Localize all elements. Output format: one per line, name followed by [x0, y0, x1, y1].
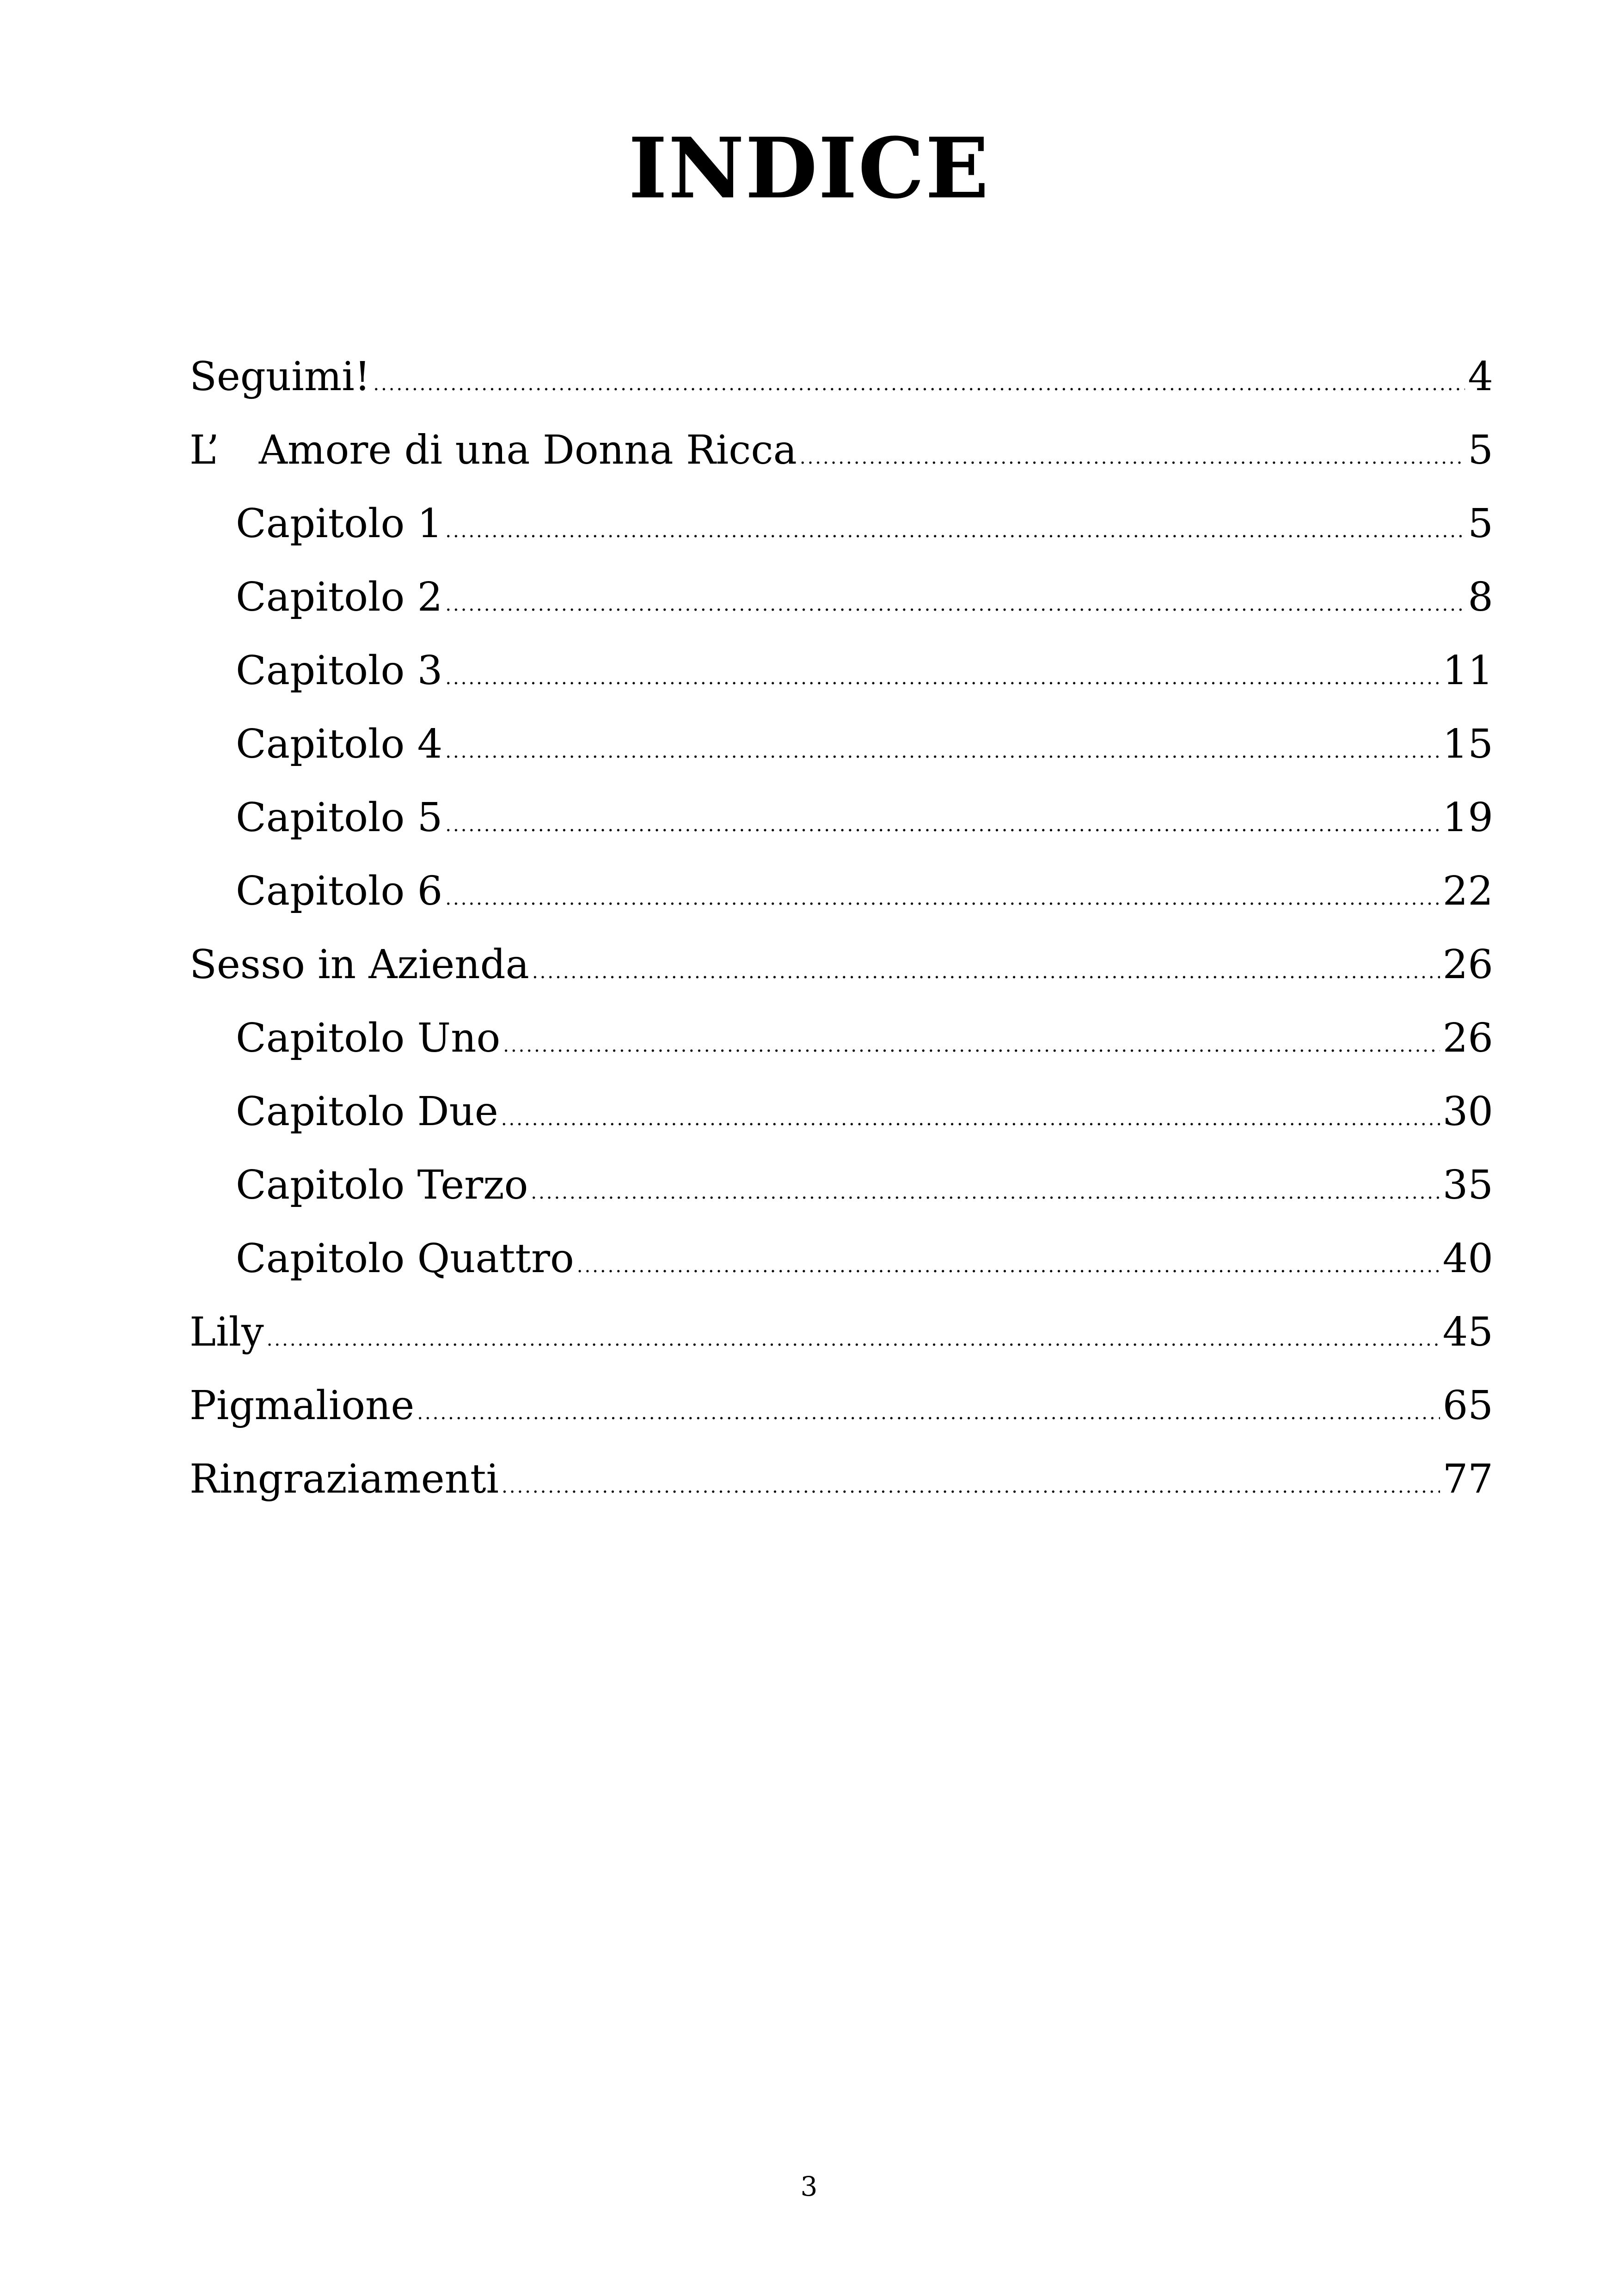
- toc-entry[interactable]: [190, 1157, 1493, 1231]
- page-title: INDICE: [628, 120, 990, 217]
- toc-dot-leader: [445, 577, 1465, 632]
- toc-entry-page: 77: [1442, 1456, 1493, 1502]
- toc-entry-page: 35: [1442, 1162, 1493, 1208]
- toc-entry-page: 19: [1442, 795, 1493, 841]
- toc-entry[interactable]: [190, 569, 1493, 643]
- toc-entry-page: 15: [1442, 721, 1493, 767]
- toc-entry-page: 65: [1442, 1383, 1493, 1429]
- toc-entry[interactable]: [190, 349, 1493, 422]
- toc-entry[interactable]: [190, 496, 1493, 569]
- toc-dot-leader: [445, 650, 1440, 706]
- toc-entry-label: Capitolo 4: [236, 721, 443, 767]
- toc-dot-leader: [373, 356, 1465, 412]
- toc-entry-label: Seguimi!: [190, 354, 371, 400]
- toc-dot-leader: [577, 1238, 1440, 1294]
- toc-entry[interactable]: [190, 1304, 1493, 1378]
- toc-entry[interactable]: [190, 1084, 1493, 1157]
- toc-entry-label: Capitolo 1: [236, 501, 443, 547]
- toc-dot-leader: [267, 1312, 1440, 1367]
- toc-entry-label: Capitolo Terzo: [236, 1162, 528, 1208]
- toc-entry-label: Capitolo 2: [236, 574, 443, 620]
- toc-entry-page: 26: [1442, 1015, 1493, 1061]
- toc-dot-leader: [531, 1165, 1440, 1220]
- page-number: 3: [800, 2171, 818, 2202]
- toc-entry-page: 4: [1468, 354, 1493, 400]
- toc-entry-label: L’ Amore di una Donna Ricca: [190, 427, 797, 473]
- toc-entry[interactable]: [190, 790, 1493, 863]
- table-of-contents: [190, 349, 1493, 1525]
- toc-entry[interactable]: [190, 1010, 1493, 1084]
- toc-entry-page: 11: [1442, 648, 1493, 694]
- toc-dot-leader: [532, 944, 1440, 1000]
- toc-dot-leader: [445, 503, 1465, 559]
- toc-entry-page: 5: [1468, 501, 1493, 547]
- toc-entry[interactable]: [190, 1378, 1493, 1451]
- toc-entry[interactable]: [190, 1231, 1493, 1304]
- toc-dot-leader: [800, 430, 1465, 485]
- toc-entry-label: Lily: [190, 1309, 264, 1355]
- toc-entry[interactable]: [190, 643, 1493, 716]
- toc-entry-label: Ringraziamenti: [190, 1456, 499, 1502]
- toc-entry[interactable]: [190, 1451, 1493, 1525]
- toc-entry-label: Capitolo Quattro: [236, 1236, 574, 1282]
- toc-entry-label: Capitolo Due: [236, 1089, 498, 1135]
- toc-dot-leader: [445, 724, 1440, 779]
- toc-entry-label: Sesso in Azienda: [190, 942, 529, 988]
- toc-entry[interactable]: [190, 716, 1493, 790]
- toc-entry-label: Pigmalione: [190, 1383, 415, 1429]
- toc-entry-label: Capitolo 3: [236, 648, 443, 694]
- toc-dot-leader: [503, 1018, 1440, 1073]
- toc-entry-page: 26: [1442, 942, 1493, 988]
- toc-entry-page: 22: [1442, 868, 1493, 914]
- toc-entry-label: Capitolo 6: [236, 868, 443, 914]
- toc-dot-leader: [445, 797, 1440, 853]
- toc-entry-page: 45: [1442, 1309, 1493, 1355]
- toc-dot-leader: [501, 1091, 1440, 1147]
- toc-dot-leader: [445, 871, 1440, 926]
- toc-entry[interactable]: [190, 937, 1493, 1010]
- toc-entry-page: 8: [1468, 574, 1493, 620]
- toc-entry[interactable]: [190, 863, 1493, 937]
- toc-entry-page: 5: [1468, 427, 1493, 473]
- toc-dot-leader: [502, 1459, 1440, 1514]
- toc-entry-label: Capitolo Uno: [236, 1015, 501, 1061]
- toc-entry-page: 40: [1442, 1236, 1493, 1282]
- toc-entry-label: Capitolo 5: [236, 795, 443, 841]
- toc-entry[interactable]: [190, 422, 1493, 496]
- toc-entry-page: 30: [1442, 1089, 1493, 1135]
- toc-dot-leader: [417, 1385, 1440, 1441]
